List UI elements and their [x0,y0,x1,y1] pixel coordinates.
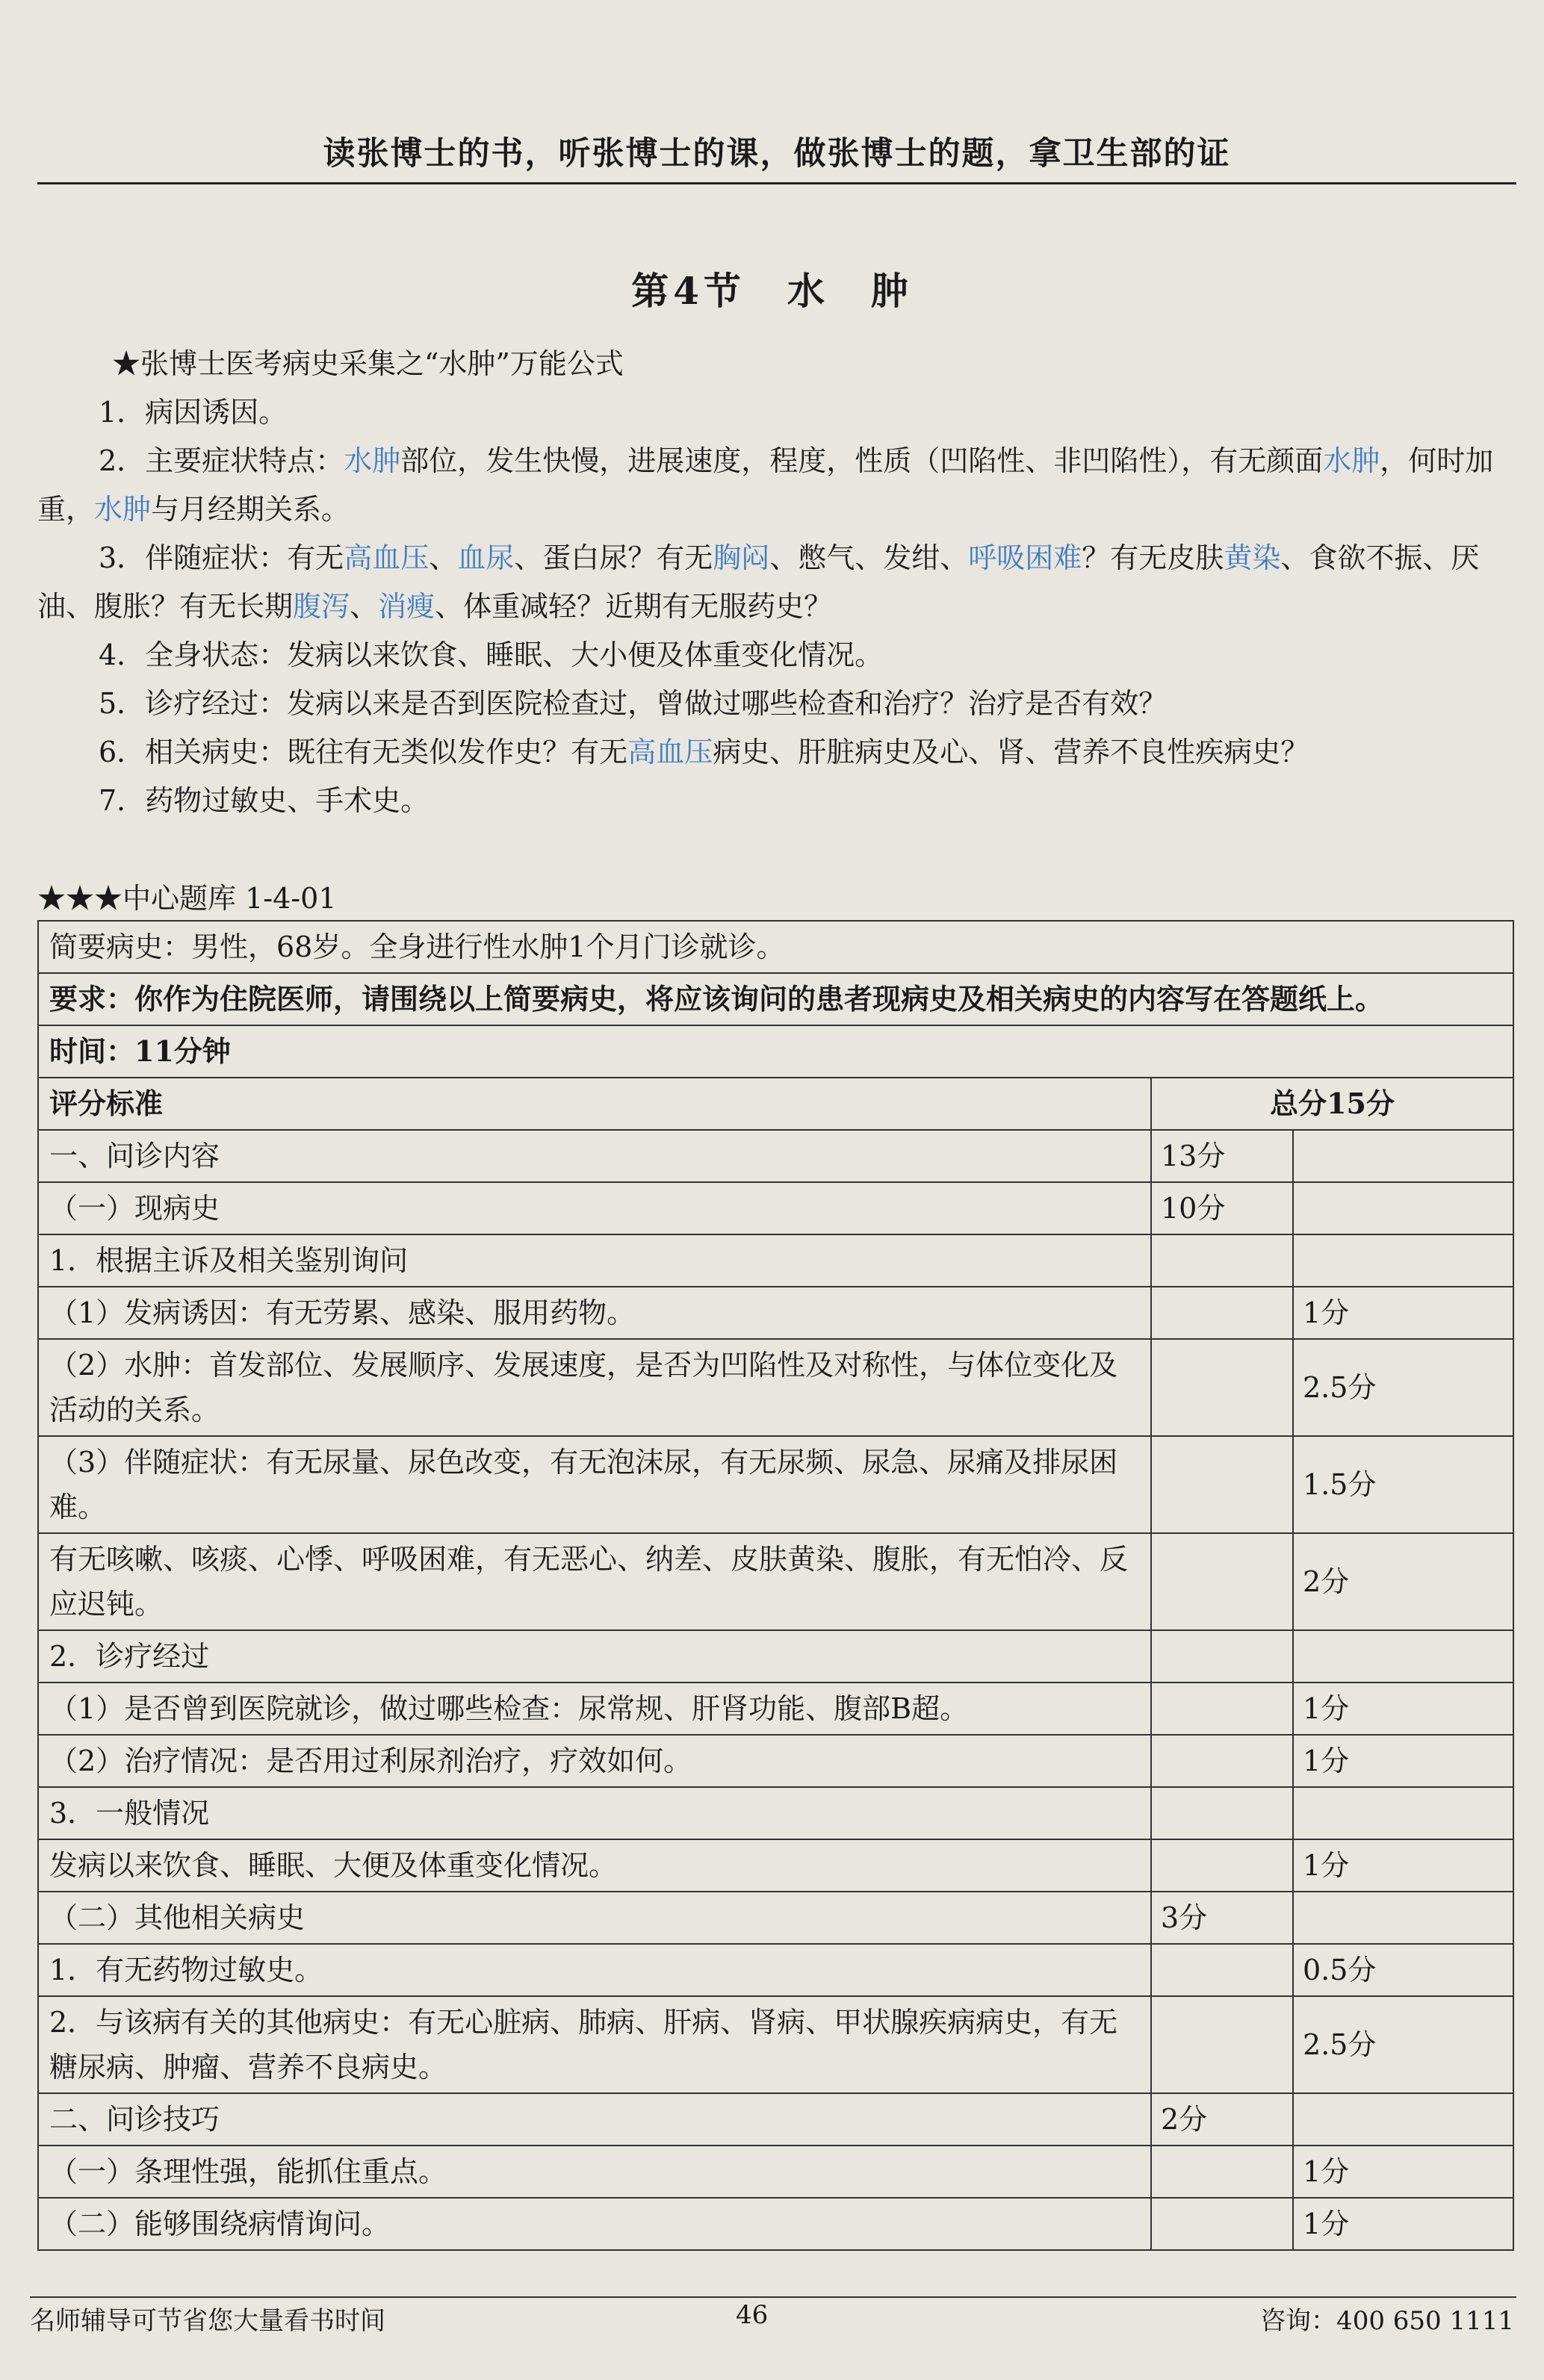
formula-text: 病史、肝脏病史及心、肾、营养不良性疾病史？ [713,736,1309,768]
formula-text: ？有无皮肤 [1082,541,1224,574]
rubric-points [1293,1130,1513,1182]
footer-slogan: 名师辅导可节省您大量看书时间 [30,2306,385,2336]
highlighted-term: 消瘦 [378,590,435,623]
rubric-item: （一）条理性强，能抓住重点。 [38,2146,1151,2198]
running-header: 读张博士的书，听张博士的课，做张博士的题，拿卫生部的证 [323,135,1231,173]
rubric-subtotal: 2分 [1151,2093,1293,2146]
formula-item [37,728,1513,777]
rubric-item: （1）是否曾到医院就诊，做过哪些检查：尿常规、肝肾功能、腹部B超。 [38,1683,1151,1735]
highlighted-term: 水肿 [344,444,401,477]
formula-item [37,388,1513,437]
formula-text: ，何时加重， [37,444,1494,526]
rubric-item: （二）其他相关病史 [38,1892,1151,1944]
formula-text: 2．主要症状特点： [99,444,344,477]
rubric-row [38,1996,1513,2093]
rubric-item: （2）水肿：首发部位、发展顺序、发展速度，是否为凹陷性及对称性，与体位变化及活动的关系。 [38,1339,1151,1436]
rubric-total: 总分15分 [1151,1078,1513,1130]
rubric-points [1293,1892,1513,1944]
rubric-item: （2）治疗情况：是否用过利尿剂治疗，疗效如何。 [38,1735,1151,1787]
rubric-row [38,1839,1513,1892]
rubric-row [38,1182,1513,1234]
rubric-item: 1．根据主诉及相关鉴别询问 [38,1234,1151,1287]
rubric-item: 2．与该病有关的其他病史：有无心脏病、肺病、肝病、肾病、甲状腺疾病病史，有无糖尿病、肿瘤、营养不良病史。 [38,1996,1151,2093]
case-requirement: 要求：你作为住院医师，请围绕以上简要病史，将应该询问的患者现病史及相关病史的内容写在答题纸上。 [38,973,1513,1025]
rubric-row [38,1234,1513,1287]
formula-item [37,534,1513,631]
formula-item [37,437,1513,534]
rubric-points [1293,2093,1513,2146]
formula-text: 6．相关病史：既往有无类似发作史？有无 [99,736,628,768]
rubric-header-row [38,1078,1513,1130]
rubric-subtotal [1151,1944,1293,1996]
rubric-item: 发病以来饮食、睡眠、大便及体重变化情况。 [38,1839,1151,1892]
rubric-subtotal [1151,1234,1293,1287]
formula-heading: ★张博士医考病史采集之“水肿”万能公式 [112,347,624,380]
rubric-row [38,1339,1513,1436]
formula-text: 、憋气、发绀、 [769,541,969,574]
rubric-points [1293,1630,1513,1683]
rubric-item: 3．一般情况 [38,1787,1151,1839]
rubric-row [38,1533,1513,1630]
rubric-subtotal [1151,1683,1293,1735]
formula-text: 7．药物过敏史、手术史。 [99,784,430,817]
rubric-subtotal [1151,1839,1293,1892]
rubric-subtotal: 10分 [1151,1182,1293,1234]
highlighted-term: 呼吸困难 [968,541,1082,574]
rubric-item: （二）能够围绕病情询问。 [38,2198,1151,2250]
formula-item [37,631,1513,680]
rubric-row [38,1892,1513,1944]
rubric-subtotal [1151,1533,1293,1630]
rubric-item: （1）发病诱因：有无劳累、感染、服用药物。 [38,1287,1151,1339]
case-time-row [38,1025,1513,1078]
rubric-item: （一）现病史 [38,1182,1151,1234]
highlighted-term: 高血压 [344,541,430,574]
formula-text: 、食欲不振、厌油、腹胀？有无长期 [37,541,1480,623]
rubric-item: 2．诊疗经过 [38,1630,1151,1683]
rubric-subtotal: 3分 [1151,1892,1293,1944]
rubric-points [1293,1182,1513,1234]
rubric-row [38,1436,1513,1533]
rubric-subtotal [1151,1787,1293,1839]
rubric-row [38,2146,1513,2198]
formula-text: 5．诊疗经过：发病以来是否到医院检查过，曾做过哪些检查和治疗？治疗是否有效？ [99,687,1168,720]
rubric-item: （3）伴随症状：有无尿量、尿色改变，有无泡沫尿，有无尿频、尿急、尿痛及排尿困难。 [38,1436,1151,1533]
rubric-row [38,1683,1513,1735]
rubric-row [38,1630,1513,1683]
highlighted-term: 腹泻 [293,590,350,623]
rubric-item: 1．有无药物过敏史。 [38,1944,1151,1996]
rubric-subtotal [1151,1996,1293,2093]
rubric-item: 有无咳嗽、咳痰、心悸、呼吸困难，有无恶心、纳差、皮肤黄染、腹胀，有无怕冷、反应迟钝。 [38,1533,1151,1630]
rubric-subtotal [1151,1436,1293,1533]
highlighted-term: 水肿 [94,493,152,526]
rubric-row [38,1287,1513,1339]
rubric-row [38,2093,1513,2146]
formula-text: 、 [350,590,379,623]
rubric-points: 1分 [1293,1735,1513,1787]
rubric-points: 2.5分 [1293,1996,1513,2093]
rubric-subtotal [1151,1339,1293,1436]
rubric-row [38,1787,1513,1839]
rubric-points: 1分 [1293,2198,1513,2250]
case-requirement-row [38,973,1513,1025]
rubric-points: 1分 [1293,1287,1513,1339]
rubric-subtotal [1151,1630,1293,1683]
page-number: 46 [736,2300,769,2330]
rubric-header-label: 评分标准 [38,1078,1151,1130]
formula-text: 、 [429,541,458,574]
rubric-row [38,1735,1513,1787]
rubric-points [1293,1234,1513,1287]
rubric-points: 2分 [1293,1533,1513,1630]
rubric-subtotal: 13分 [1151,1130,1293,1182]
rubric-subtotal [1151,1735,1293,1787]
formula-item [37,777,1513,825]
rubric-points: 1分 [1293,2146,1513,2198]
rubric-subtotal [1151,1287,1293,1339]
highlighted-term: 黄染 [1224,541,1281,574]
rubric-points [1293,1787,1513,1839]
formula-text: 部位，发生快慢，进展速度，程度，性质（凹陷性、非凹陷性），有无颜面 [400,444,1324,477]
highlighted-term: 胸闷 [713,541,770,574]
formula-text: 、蛋白尿？有无 [514,541,713,574]
rubric-subtotal [1151,2198,1293,2250]
rubric-points: 1.5分 [1293,1436,1513,1533]
rubric-row [38,2198,1513,2250]
formula-block [37,340,1513,825]
rubric-row [38,1944,1513,1996]
highlighted-term: 高血压 [627,736,713,768]
formula-text: 与月经期关系。 [151,493,350,526]
rubric-points: 1分 [1293,1683,1513,1735]
case-history: 简要病史：男性，68岁。全身进行性水肿1个月门诊就诊。 [38,921,1513,973]
highlighted-term: 血尿 [457,541,515,574]
formula-text: 3．伴随症状：有无 [99,541,344,574]
rubric-points: 1分 [1293,1839,1513,1892]
rubric-table [37,920,1514,2251]
rubric-points: 0.5分 [1293,1944,1513,1996]
rubric-points: 2.5分 [1293,1339,1513,1436]
footer-contact: 咨询：400 650 1111 [1260,2306,1514,2336]
case-history-row [38,921,1513,973]
rubric-row [38,1130,1513,1182]
header-rule [37,182,1516,184]
formula-text: 4．全身状态：发病以来饮食、睡眠、大小便及体重变化情况。 [99,639,884,671]
formula-text: 、体重减轻？近期有无服药史？ [435,590,833,623]
rubric-item: 一、问诊内容 [38,1130,1151,1182]
footer-rule [30,2296,1516,2298]
case-time: 时间：11分钟 [38,1025,1513,1078]
rubric-item: 二、问诊技巧 [38,2093,1151,2146]
formula-text: 1．病因诱因。 [99,396,288,429]
section-title: 第4节 水 肿 [631,269,913,313]
formula-item [37,680,1513,728]
highlighted-term: 水肿 [1323,444,1380,477]
rubric-subtotal [1151,2146,1293,2198]
question-bank-label: ★★★中心题库 1-4-01 [37,882,337,915]
